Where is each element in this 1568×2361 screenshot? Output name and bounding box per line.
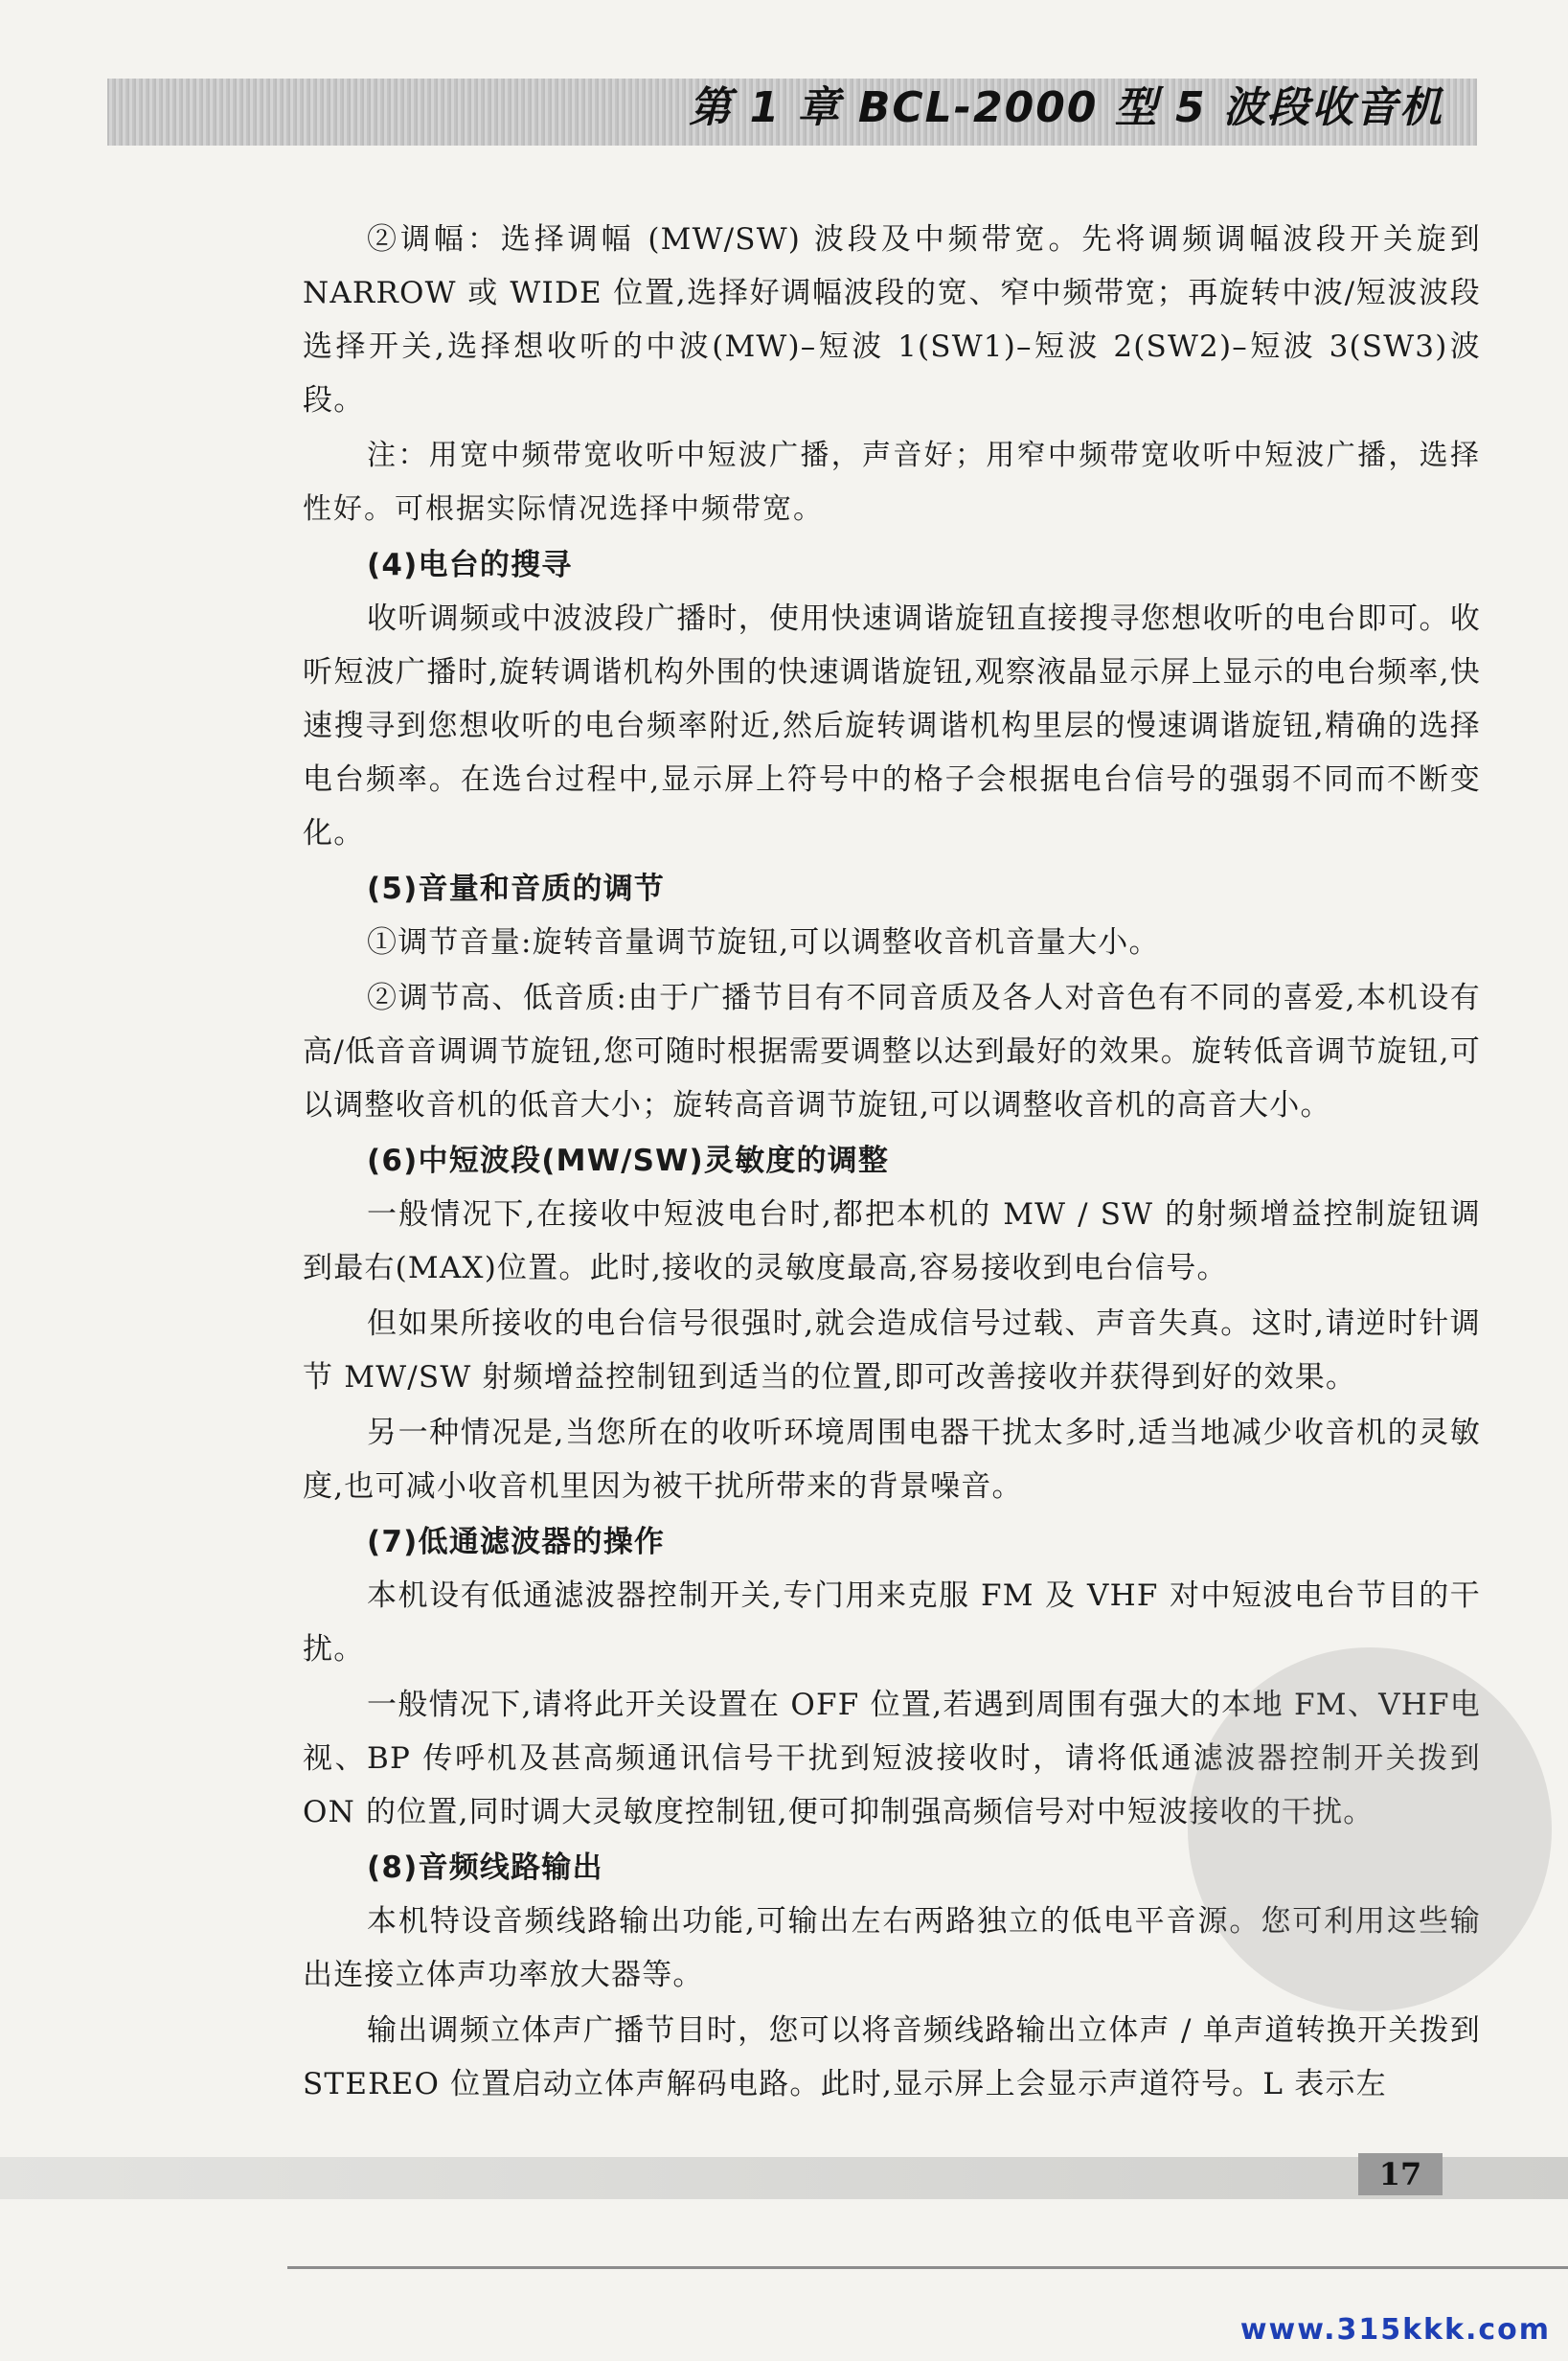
- body-paragraph: ①调节音量:旋转音量调节旋钮,可以调整收音机音量大小。: [367, 925, 1160, 960]
- body-paragraph: ②调幅：选择调幅 (MW/SW) 波段及中频带宽。先将调频调幅波段开关旋到NARROW 或 WIDE 位置,选择好调幅波段的宽、窄中频带宽；再旋转中波/短波波段选择开关,选择想收听的中波(MW)–短波 1(SW1)–短波 2(SW2)–短波 3(SW3)波段。: [303, 222, 1481, 418]
- site-url[interactable]: www.315kkk.com: [1239, 2313, 1551, 2347]
- section-heading: (5)音量和音质的调节: [367, 872, 666, 906]
- body-paragraph: 本机设有低通滤波器控制开关,专门用来克服 FM 及 VHF 对中短波电台节目的干扰。: [303, 1578, 1481, 1667]
- body-paragraph: 输出调频立体声广播节目时，您可以将音频线路输出立体声 / 单声道转换开关拨到 STEREO 位置启动立体声解码电路。此时,显示屏上会显示声道符号。L 表示左: [303, 2013, 1481, 2101]
- body-paragraph: 一般情况下,请将此开关设置在 OFF 位置,若遇到周围有强大的本地 FM、VHF电视、BP 传呼机及甚高频通讯信号干扰到短波接收时，请将低通滤波器控制开关拨到 ON 的位置,同时调大灵敏度控制钮,便可抑制强高频信号对中短波接收的干扰。: [303, 1688, 1481, 1829]
- section-heading: (7)低通滤波器的操作: [367, 1525, 666, 1559]
- chapter-header-title: 第 1 章 BCL-2000 型 5 波段收音机: [689, 83, 1443, 132]
- page-number: 17: [1358, 2153, 1443, 2195]
- section-heading: (4)电台的搜寻: [367, 548, 573, 582]
- body-paragraph: 一般情况下,在接收中短波电台时,都把本机的 MW / SW 的射频增益控制旋钮调到最右(MAX)位置。此时,接收的灵敏度最高,容易接收到电台信号。: [303, 1197, 1481, 1285]
- footer-band: [0, 2157, 1568, 2199]
- body-paragraph: ②调节高、低音质:由于广播节目有不同音质及各人对音色有不同的喜爱,本机设有高/低音音调调节旋钮,您可随时根据需要调整以达到最好的效果。旋转低音调节旋钮,可以调整收音机的低音大小；旋转高音调节旋钮,可以调整收音机的高音大小。: [303, 981, 1481, 1123]
- section-heading: (6)中短波段(MW/SW)灵敏度的调整: [367, 1144, 890, 1178]
- body-paragraph: 另一种情况是,当您所在的收听环境周围电器干扰太多时,适当地减少收音机的灵敏度,也可减小收音机里因为被干扰所带来的背景噪音。: [303, 1416, 1481, 1504]
- note-paragraph: 注：用宽中频带宽收听中短波广播，声音好；用窄中频带宽收听中短波广播，选择性好。可根据实际情况选择中频带宽。: [303, 439, 1481, 526]
- body-paragraph: 本机特设音频线路输出功能,可输出左右两路独立的低电平音源。您可利用这些输出连接立体声功率放大器等。: [303, 1904, 1481, 1992]
- bottom-rule: [287, 2266, 1568, 2269]
- section-heading: (8)音频线路输出: [367, 1850, 603, 1885]
- watermark-seal: [1188, 1647, 1552, 2011]
- body-paragraph: 但如果所接收的电台信号很强时,就会造成信号过载、声音失真。这时,请逆时针调节 MW/SW 射频增益控制钮到适当的位置,即可改善接收并获得到好的效果。: [303, 1306, 1481, 1395]
- body-paragraph: 收听调频或中波波段广播时，使用快速调谐旋钮直接搜寻您想收听的电台即可。收听短波广播时,旋转调谐机构外围的快速调谐旋钮,观察液晶显示屏上显示的电台频率,快速搜寻到您想收听的电台频率附近,然后旋转调谐机构里层的慢速调谐旋钮,精确的选择电台频率。在选台过程中,显示屏上符号中的格子会根据电台信号的强弱不同而不断变化。: [303, 602, 1481, 851]
